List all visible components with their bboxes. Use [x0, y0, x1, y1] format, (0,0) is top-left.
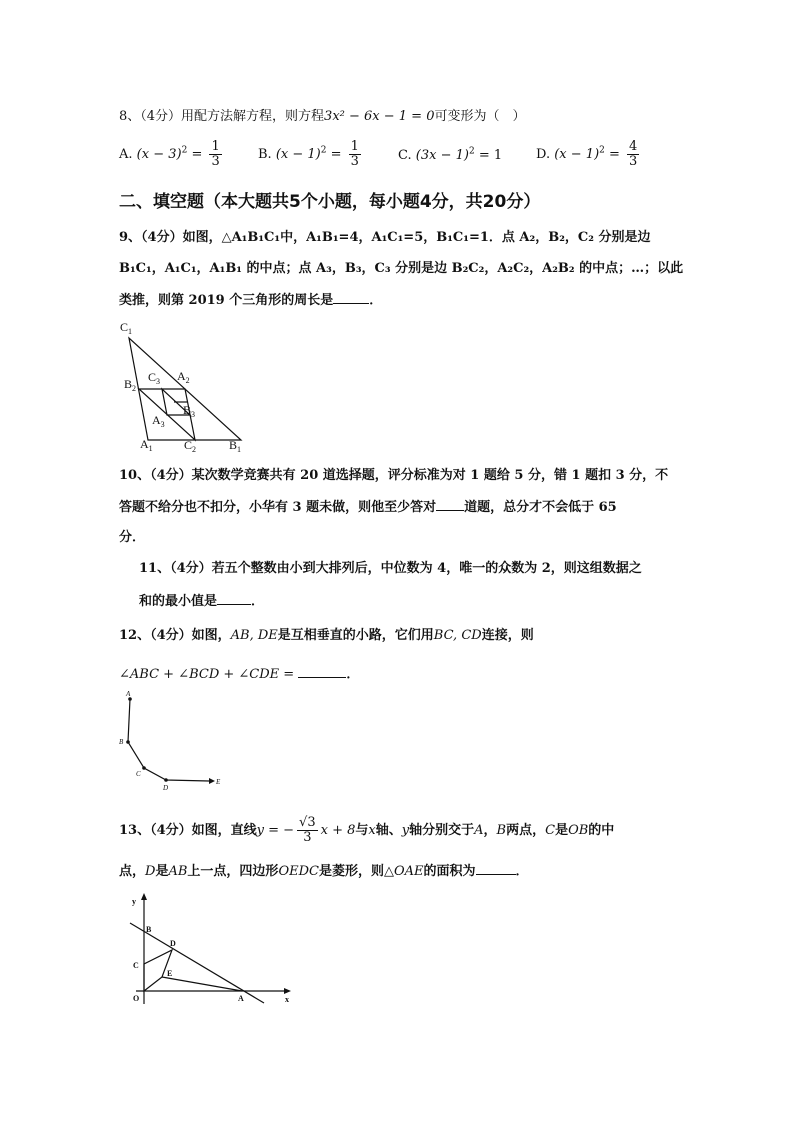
label-b3: $B_3$ — [183, 403, 196, 419]
q13-line2: 点，D是AB上一点，四边形OEDC是菱形，则△OAE的面积为 ． — [119, 864, 529, 879]
q10-line1: 10、（4分）某次数学竞赛共有 20 道选择题，评分标准为对 1 题给 5 分，错 1 题扣 3 分，不 — [119, 468, 669, 483]
label-c2: $C_2$ — [184, 438, 197, 454]
q12-line2: ∠ABC + ∠BCD + ∠CDE = ． — [119, 667, 360, 682]
q8-a-fraction: $\frac{1}{3}$ — [211, 139, 220, 169]
q8-option-b[interactable]: B. $(x - 1)^2$ = $\frac{1}{3}$ — [258, 139, 359, 169]
label-b: B — [119, 738, 124, 746]
label-e: E — [167, 969, 173, 978]
q9-triangle-figure — [116, 318, 256, 458]
q11-line2: 和的最小值是 ． — [139, 594, 265, 609]
label-a3: $A_3$ — [152, 413, 165, 429]
x-axis-arrow — [284, 988, 291, 994]
q12-answer-blank[interactable] — [298, 665, 346, 678]
q13-answer-blank[interactable] — [476, 862, 516, 875]
label-a: A — [238, 994, 244, 1003]
q11-line1: 11、（4分）若五个整数由小到大排列后，中位数为 4，唯一的众数为 2，则这组数据之 — [139, 561, 642, 576]
label-c3: $C_3$ — [148, 370, 161, 386]
label-a2: $A_2$ — [177, 369, 190, 385]
path-arrow — [209, 778, 215, 784]
q12-line1: 12、（4分）如图，AB, DE是互相垂直的小路，它们用BC, CD连接，则 — [119, 628, 534, 643]
label-a1: $A_1$ — [140, 437, 153, 453]
section-title: 二、填空题（本大题共5个小题，每小题4分，共20分） — [119, 192, 541, 212]
q8-option-a[interactable]: A. $(x - 3)^2$ = $\frac{1}{3}$ — [119, 139, 220, 169]
q13-graph-figure — [118, 892, 298, 1010]
label-o: O — [133, 994, 140, 1003]
q10-line2: 答题不给分也不扣分，小华有 3 题未做，则他至少答对 道题，总分才不会低于 65 — [119, 500, 617, 515]
label-c: C — [133, 961, 139, 970]
q8-stem: 8、（4分）用配方法解方程，则方程3x² − 6x − 1 = 0可变形为（ ） — [119, 109, 526, 124]
label-b2: $B_2$ — [124, 377, 137, 393]
q9-line3: 类推，则第 2019 个三角形的周长是 ． — [119, 293, 383, 308]
path-abcde — [128, 699, 209, 781]
q13-slope-fraction: $\frac{√3}{3}$ — [299, 815, 316, 845]
q10-line3: 分． — [119, 530, 146, 545]
label-d: D — [163, 784, 169, 792]
q8-equation: 3x² − 6x − 1 = 0 — [324, 109, 435, 124]
label-b1: $B_1$ — [229, 438, 242, 454]
label-y: y — [132, 897, 136, 906]
q11-answer-blank[interactable] — [217, 592, 251, 605]
label-x: x — [285, 995, 289, 1004]
segment-ea — [162, 977, 242, 991]
label-b: B — [146, 925, 152, 934]
y-axis-arrow — [141, 893, 147, 900]
q9-line2: B₁C₁，A₁C₁，A₁B₁ 的中点；点 A₃，B₃，C₃ 分别是边 B₂C₂，A₂C₂，A₂B₂ 的中点；…；以此 — [119, 261, 684, 276]
label-c: C — [136, 770, 141, 778]
q10-answer-blank[interactable] — [436, 498, 464, 511]
q8-option-d[interactable]: D. $(x - 1)^2$ = $\frac{4}{3}$ — [536, 139, 638, 169]
label-a: A — [126, 690, 131, 698]
q8-option-c[interactable]: C. $(3x - 1)^2 = 1$ — [398, 146, 503, 163]
label-d: D — [170, 939, 176, 948]
q9-answer-blank[interactable] — [333, 291, 369, 304]
q8-d-fraction: $\frac{4}{3}$ — [629, 139, 638, 169]
label-c1: $C_1$ — [120, 320, 133, 336]
q13-line1: 13、（4分）如图，直线y = − $\frac{√3}{3}$ x + 8与x轴、y轴分别交于A，B两点，C是OB的中 — [119, 815, 615, 845]
q8-b-fraction: $\frac{1}{3}$ — [350, 139, 359, 169]
label-e: E — [216, 778, 221, 786]
q9-line1: 9、（4分）如图，△A₁B₁C₁中，A₁B₁=4，A₁C₁=5，B₁C₁=1．点 A₂，B₂，C₂ 分别是边 — [119, 230, 651, 245]
q12-path-figure — [114, 688, 224, 793]
